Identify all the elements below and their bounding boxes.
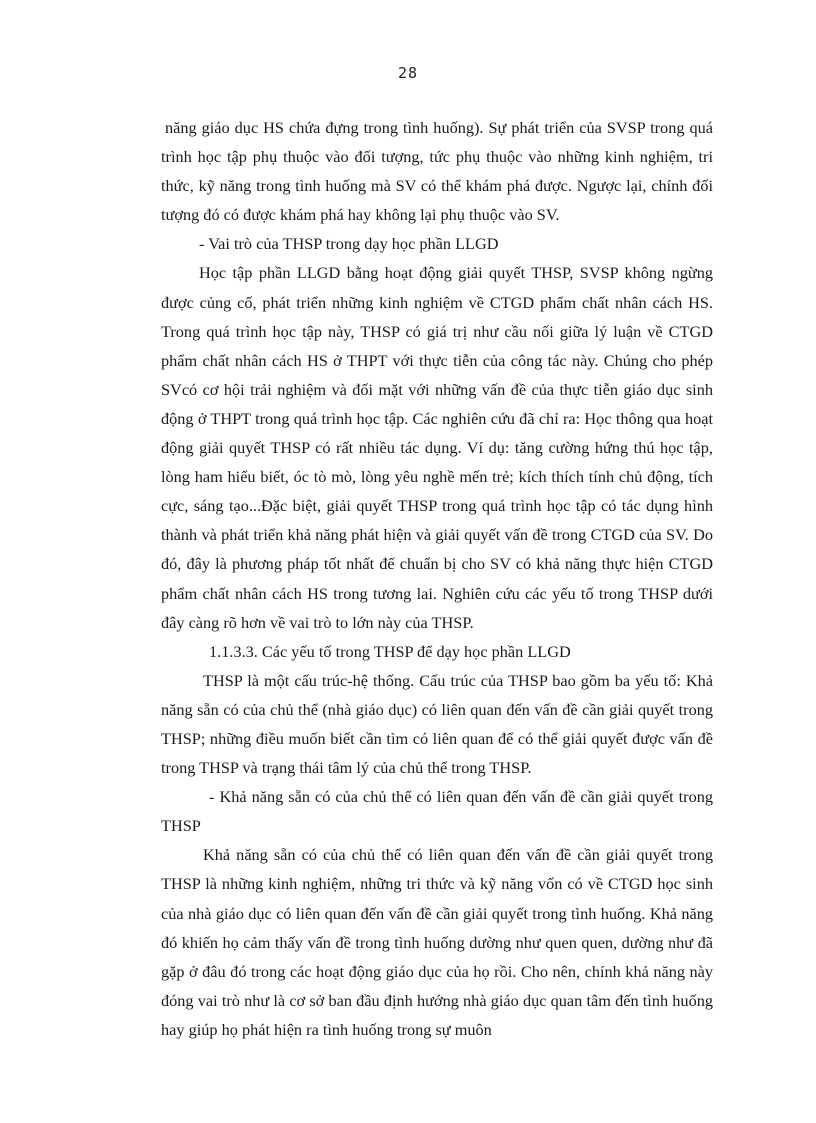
subheading-available-capacity: - Khả năng sẵn có của chủ thể có liên quan đến vấn đề cần giải quyết trong THSP — [161, 787, 713, 836]
subheading-role-of-thsp: - Vai trò của THSP trong dạy học phần LLGD — [199, 234, 499, 254]
paragraph-continuation: năng giáo dục HS chứa đựng trong tình huống). Sự phát triển của SVSP trong quá trình học tập phụ thuộc vào đối tượng, tức phụ thuộc vào những kinh nghiệm, tri thức, kỹ năng trong tình huống mà SV có thể khám phá được. Ngược lại, chính đối tượng đó có được khám phá hay không lại phụ thuộc vào SV. — [161, 118, 713, 225]
paragraph-role-of-thsp: Học tập phần LLGD bằng hoạt động giải quyết THSP, SVSP không ngừng được củng cố, phát triển những kinh nghiệm về CTGD phẩm chất nhân cách HS. Trong quá trình học tập này, THSP có giá trị như cầu nối giữa lý luận về CTGD phẩm chất nhân cách HS ở THPT với thực tiễn của công tác này. Chúng cho phép SVcó cơ hội trải nghiệm và đối mặt với những vấn đề của thực tiễn giáo dục sinh động ở THPT trong quá trình học tập. Các nghiên cứu đã chỉ ra: Học thông qua hoạt động giải quyết THSP có rất nhiều tác dụng. Ví dụ: tăng cường hứng thú học tập, lòng ham hiểu biết, óc tò mò, lòng yêu nghề mến trẻ; kích thích tính chủ động, tích cực, sáng tạo...Đặc biệt, giải quyết THSP trong quá trình học tập có tác dụng hình thành và phát triển khả năng phát hiện và giải quyết vấn đề trong CTGD của SV. Do đó, đây là phương pháp tốt nhất để chuẩn bị cho SV có khả năng thực hiện CTGD phẩm chất nhân cách HS trong tương lai. Nghiên cứu các yếu tố trong THSP dưới đây càng rõ hơn về vai trò to lớn này của THSP. — [161, 263, 713, 632]
paragraph-thsp-structure: THSP là một cấu trúc-hệ thống. Cấu trúc của THSP bao gồm ba yếu tố: Khả năng sẵn có của chủ thể (nhà giáo dục) có liên quan đến vấn đề cần giải quyết trong THSP; những điều muốn biết cần tìm có liên quan để có thể giải quyết được vấn đề trong THSP và trạng thái tâm lý của chủ thể trong THSP. — [161, 670, 713, 778]
document-body — [161, 113, 713, 1044]
section-heading-1-1-3-3: 1.1.3.3. Các yếu tố trong THSP để dạy học phần LLGD — [209, 641, 571, 661]
paragraph-available-capacity: Khả năng sẵn có của chủ thể có liên quan đến vấn đề cần giải quyết trong THSP là những kinh nghiệm, những tri thức và kỹ năng vốn có về CTGD học sinh của nhà giáo dục có liên quan đến vấn đề cần giải quyết trong tình huống. Khả năng đó khiến họ cảm thấy vấn đề trong tình huống dường như quen quen, dường như đã gặp ở đâu đó trong các hoạt động giáo dục của họ rồi. Cho nên, chính khả năng này đóng vai trò như là cơ sở ban đầu định hướng nhà giáo dục quan tâm đến tình huống hay giúp họ phát hiện ra tình huống trong sự muôn — [161, 845, 713, 1039]
page-number: 28 — [397, 64, 419, 82]
